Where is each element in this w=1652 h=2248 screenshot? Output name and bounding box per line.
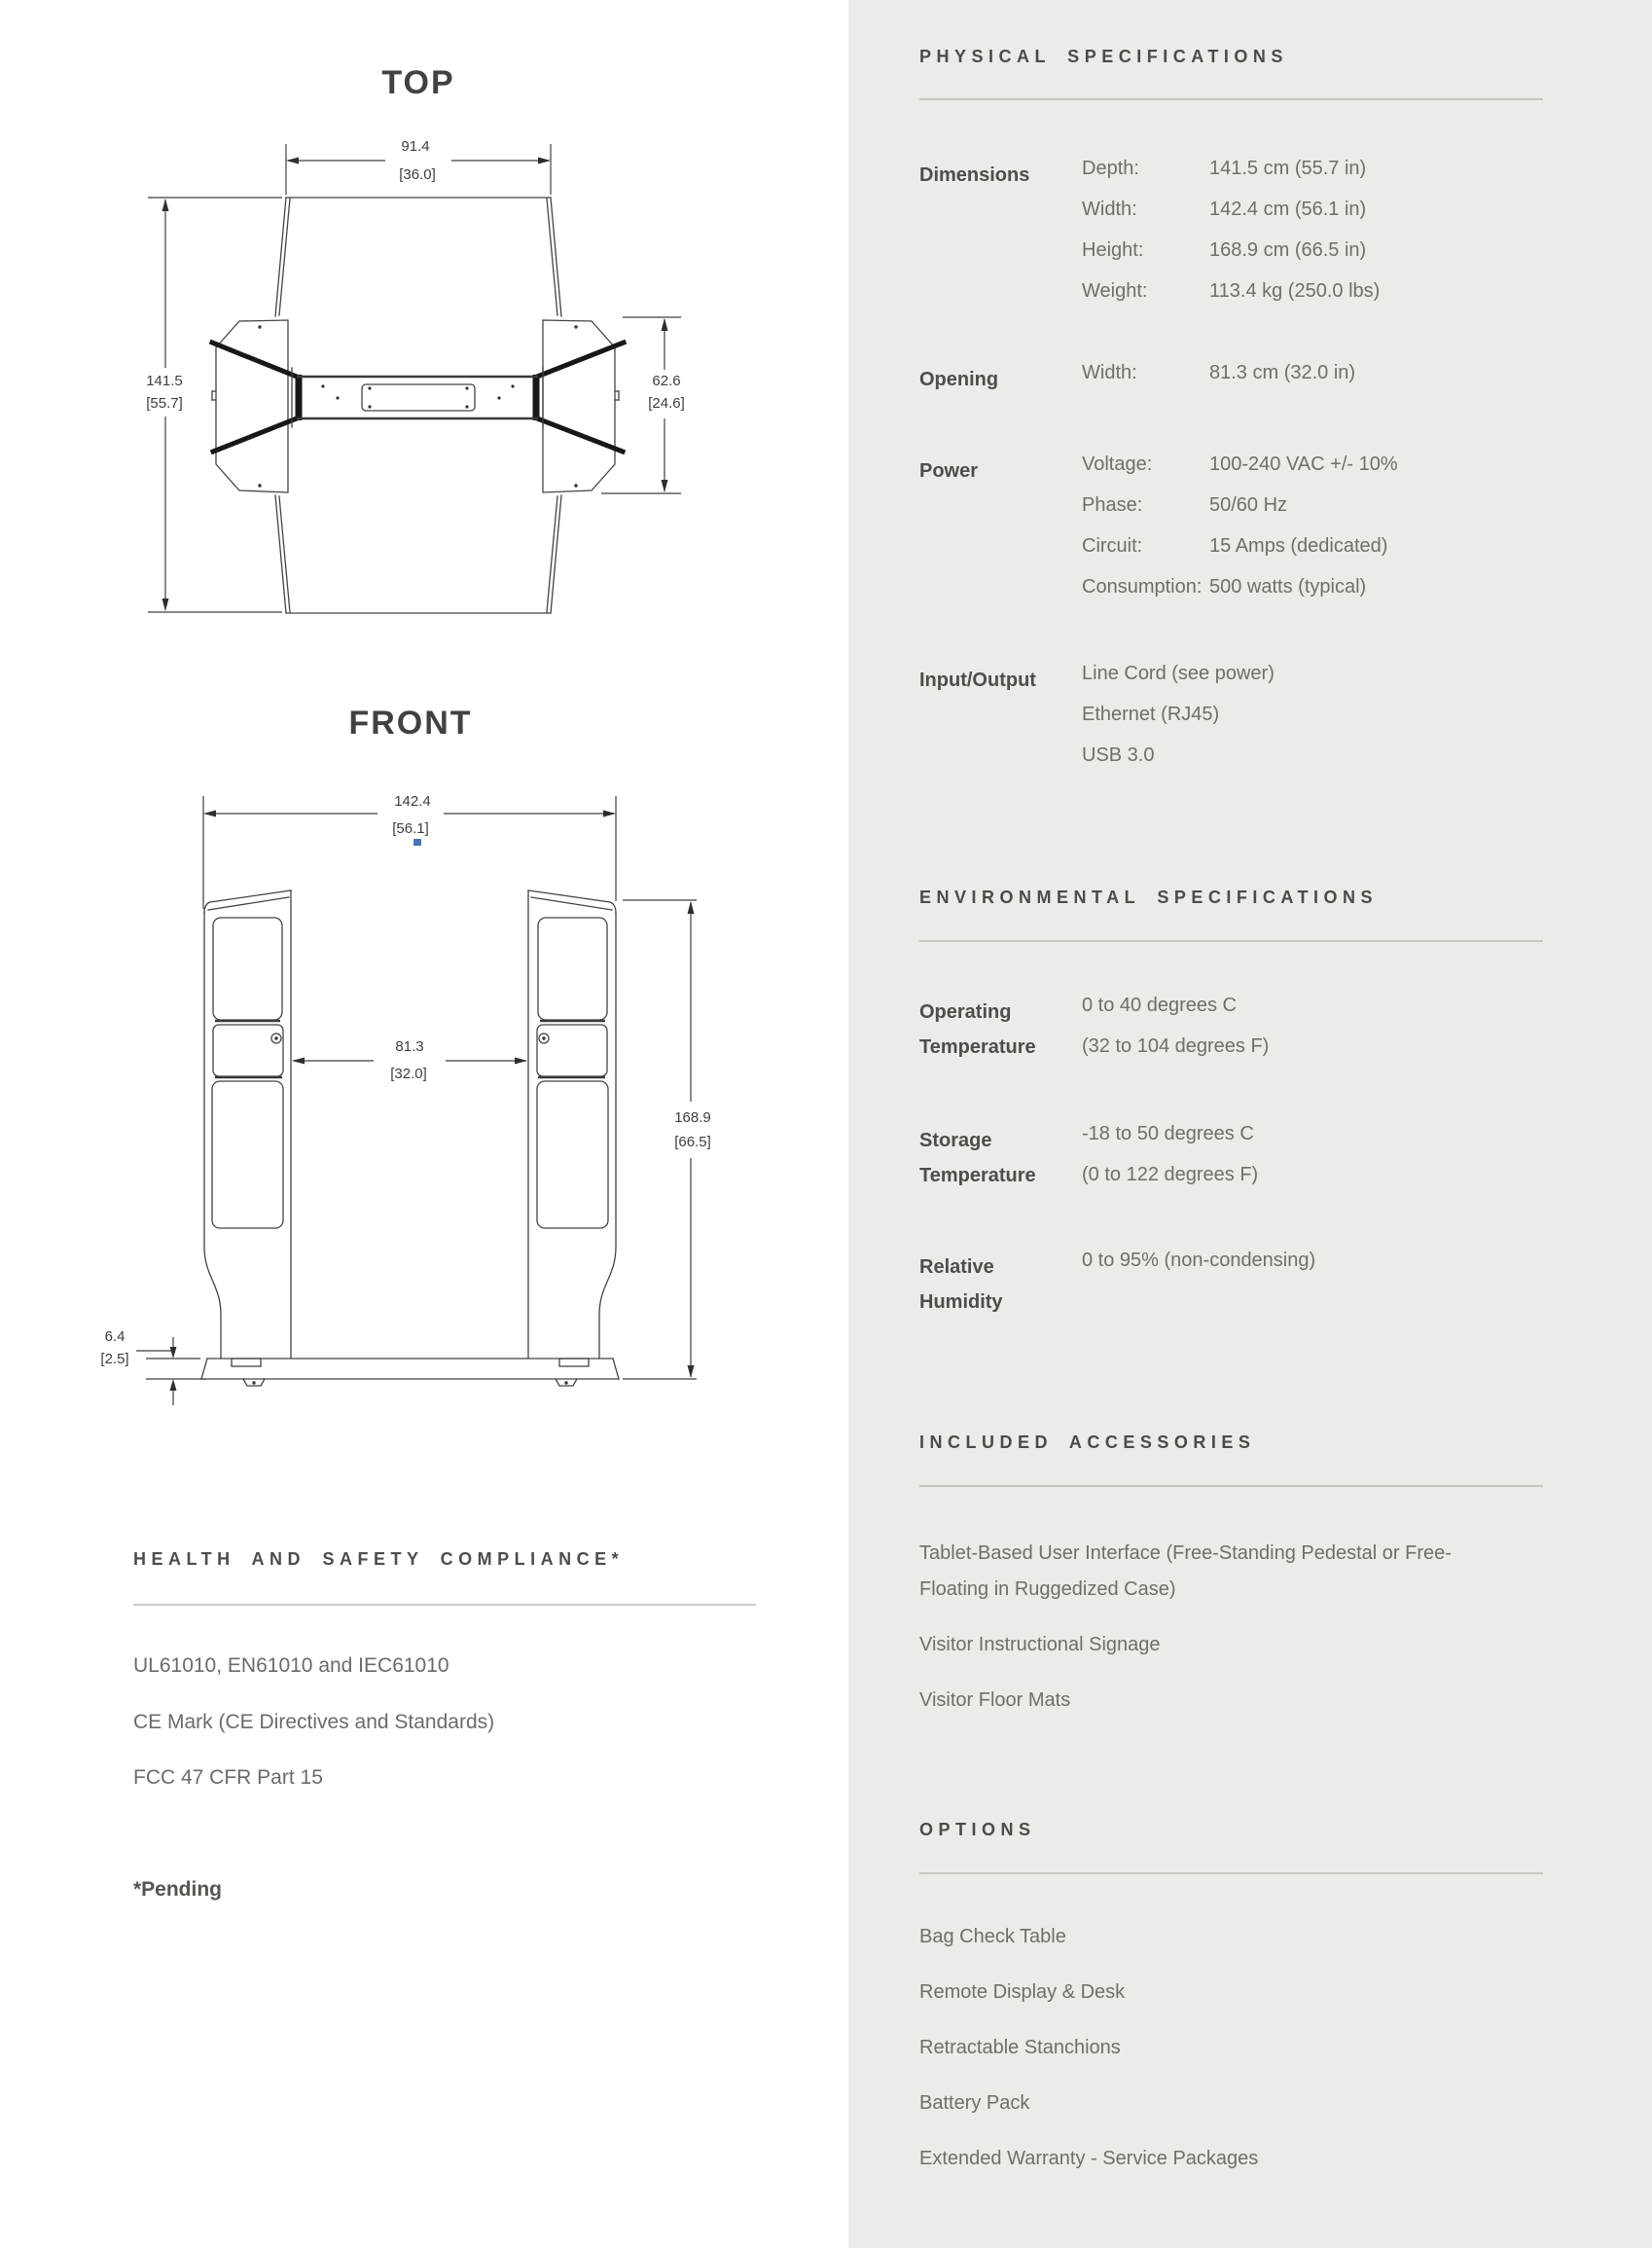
spec-value: 113.4 kg (250.0 lbs) <box>1209 280 1381 302</box>
spec-row <box>1082 453 1398 494</box>
spec-value: (32 to 104 degrees F) <box>1082 1035 1270 1057</box>
divider <box>919 98 1543 100</box>
dim-text: 168.9 <box>674 1109 711 1126</box>
spec-row <box>1082 576 1398 617</box>
spec-sublabel: Height: <box>1082 239 1144 261</box>
front-view-drawing <box>100 793 710 1405</box>
spec-sublabel: Width: <box>1082 362 1137 383</box>
spec-sublabel: Voltage: <box>1082 453 1153 475</box>
spec-value: -18 to 50 degrees C <box>1082 1123 1254 1144</box>
spec-value: 142.4 cm (56.1 in) <box>1209 199 1367 220</box>
text-cursor-marker <box>413 839 421 846</box>
list-item: Remote Display & Desk <box>919 1981 1126 2003</box>
top-view-title: TOP <box>381 64 455 101</box>
dim-text: 81.3 <box>395 1038 424 1055</box>
dim-text: [24.6] <box>648 395 685 412</box>
accessories-list <box>919 1536 1503 1738</box>
spec-value: USB 3.0 <box>1082 744 1155 766</box>
compliance-item: CE Mark (CE Directives and Standards) <box>133 1711 495 1733</box>
spec-value: 500 watts (typical) <box>1209 576 1367 598</box>
spec-row <box>1082 535 1398 576</box>
spec-row <box>1082 239 1380 280</box>
spec-group-operating-temp <box>919 995 1269 1076</box>
spec-group-storage-temp <box>919 1123 1258 1205</box>
spec-row <box>1082 158 1380 199</box>
spec-label-line: Storage <box>919 1130 992 1151</box>
spec-group-relative-humidity <box>919 1250 1315 1320</box>
list-item: Retractable Stanchions <box>919 2037 1121 2058</box>
spec-label-line: Temperature <box>919 1036 1036 1058</box>
list-item: Bag Check Table <box>919 1926 1066 1947</box>
spec-label: Power <box>919 460 979 482</box>
spec-value: Ethernet (RJ45) <box>1082 704 1220 725</box>
list-item: Tablet-Based User Interface (Free-Standing Pedestal or Free-Floating in Ruggedized Case) <box>919 1542 1452 1600</box>
environmental-specs-title: ENVIRONMENTAL SPECIFICATIONS <box>919 888 1379 907</box>
dim-text: [32.0] <box>390 1066 427 1082</box>
spec-row <box>1082 280 1380 321</box>
spec-value: 168.9 cm (66.5 in) <box>1209 239 1367 261</box>
compliance-note: *Pending <box>133 1878 223 1901</box>
spec-label: Dimensions <box>919 164 1030 186</box>
spec-value: (0 to 122 degrees F) <box>1082 1164 1259 1185</box>
dim-text: [66.5] <box>674 1134 711 1150</box>
dim-text: 91.4 <box>401 138 430 155</box>
front-view-title: FRONT <box>348 705 473 742</box>
spec-sublabel: Circuit: <box>1082 535 1143 557</box>
divider <box>919 1872 1543 1874</box>
dim-text: [56.1] <box>392 820 429 837</box>
dim-text: 142.4 <box>394 793 431 810</box>
spec-sublabel: Consumption: <box>1082 576 1203 598</box>
divider <box>919 1485 1543 1487</box>
spec-value: Line Cord (see power) <box>1082 663 1275 684</box>
spec-value: 141.5 cm (55.7 in) <box>1209 158 1367 179</box>
spec-row <box>1082 199 1380 239</box>
options-list <box>919 1923 1523 2200</box>
spec-sublabel: Weight: <box>1082 280 1148 302</box>
dim-text: 62.6 <box>652 373 681 389</box>
compliance-title: HEALTH AND SAFETY COMPLIANCE* <box>133 1549 625 1569</box>
spec-label: Opening <box>919 369 999 390</box>
spec-row <box>1082 494 1398 535</box>
spec-label-line: Temperature <box>919 1165 1036 1186</box>
dim-text: [36.0] <box>399 166 436 183</box>
spec-label-line: Humidity <box>919 1291 1003 1313</box>
dim-text: [55.7] <box>146 395 183 412</box>
spec-value: 15 Amps (dedicated) <box>1209 535 1388 557</box>
spec-sublabel: Phase: <box>1082 494 1143 516</box>
options-title: OPTIONS <box>919 1820 1036 1839</box>
compliance-item: FCC 47 CFR Part 15 <box>133 1766 323 1789</box>
included-accessories-title: INCLUDED ACCESSORIES <box>919 1432 1256 1452</box>
dim-text: 6.4 <box>104 1328 126 1345</box>
compliance-item: UL61010, EN61010 and IEC61010 <box>133 1654 449 1677</box>
spec-label-line: Relative <box>919 1256 994 1278</box>
divider <box>919 940 1543 942</box>
spec-value: 0 to 95% (non-condensing) <box>1082 1250 1316 1271</box>
spec-group-input-output <box>919 663 1275 785</box>
spec-value: 100-240 VAC +/- 10% <box>1209 453 1398 475</box>
list-item: Visitor Instructional Signage <box>919 1634 1161 1655</box>
spec-group-dimensions <box>919 158 1380 321</box>
spec-label: Input/Output <box>919 670 1036 691</box>
spec-label-line: Operating <box>919 1001 1012 1023</box>
spec-sublabel: Depth: <box>1082 158 1139 179</box>
top-view-drawing <box>146 138 685 613</box>
spec-sublabel: Width: <box>1082 199 1137 220</box>
list-item: Visitor Floor Mats <box>919 1689 1071 1711</box>
spec-group-power <box>919 453 1398 617</box>
physical-specs-title: PHYSICAL SPECIFICATIONS <box>919 47 1288 66</box>
spec-group-opening <box>919 362 1355 403</box>
spec-row <box>1082 362 1355 403</box>
dim-text: [2.5] <box>100 1351 129 1367</box>
spec-value: 50/60 Hz <box>1209 494 1288 516</box>
dim-text: 141.5 <box>146 373 183 389</box>
spec-value: 81.3 cm (32.0 in) <box>1209 362 1356 383</box>
list-item: Extended Warranty - Service Packages <box>919 2148 1259 2169</box>
spec-value: 0 to 40 degrees C <box>1082 995 1237 1016</box>
list-item: Battery Pack <box>919 2092 1030 2114</box>
